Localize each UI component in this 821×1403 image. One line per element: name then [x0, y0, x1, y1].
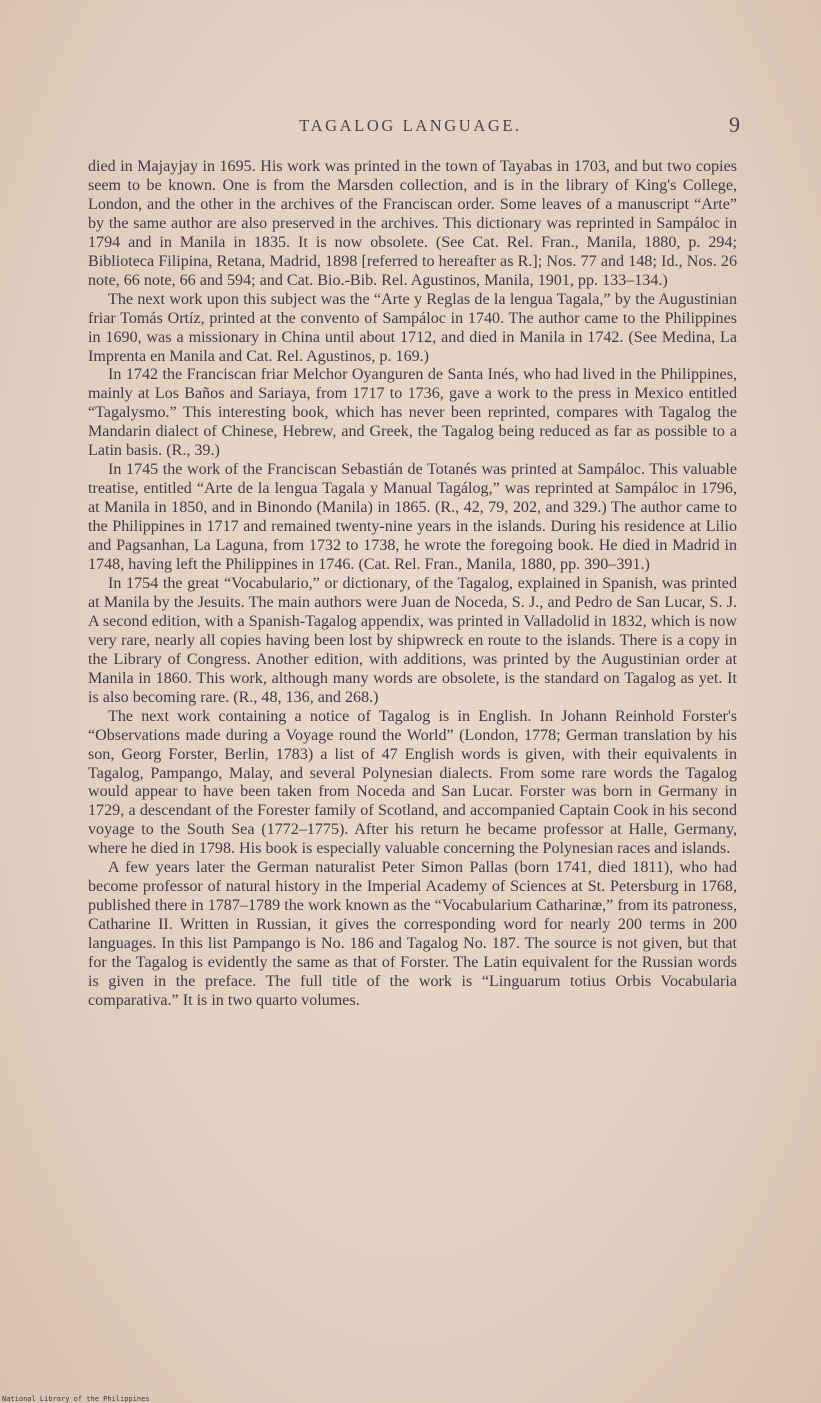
page-header [0, 112, 821, 142]
body-text [88, 158, 737, 1011]
paragraph-oyanguren: In 1742 the Franciscan friar Melchor Oyanguren de Santa Inés, who had lived in the Philippines, mainly at Los Baños and Sariaya, from 1717 to 1736, gave a work to the press in Mexico entitled “Tagalysmo.” This interesting book, which has never been reprinted, compares with Tagalog the Mandarin dialect of Chinese, Hebrew, and Greek, the Tagalog being reduced as far as possible to a Latin basis. (R., 39.) [88, 366, 737, 460]
footer-credit: National Library of the Philippines [2, 1395, 150, 1403]
paragraph-vocabulario: In 1754 the great “Vocabulario,” or dictionary, of the Tagalog, explained in Spanish, was printed at Manila by the Jesuits. The main authors were Juan de Noceda, S. J., and Pedro de San Lucar, S. J. A second edition, with a Spanish-Tagalog appendix, was printed in Valladolid in 1832, which is now very rare, nearly all copies having been lost by shipwreck en route to the islands. There is a copy in the Library of Congress. Another edition, with additions, was printed by the Augustinian order at Manila in 1860. This work, although many words are obsolete, is the standard on Tagalog as yet. It is also becoming rare. (R., 48, 136, and 268.) [88, 574, 737, 706]
page-number: 9 [729, 112, 740, 137]
paragraph-totanes: In 1745 the work of the Franciscan Sebastián de Totanés was printed at Sampáloc. This valuable treatise, entitled “Arte de la lengua Tagala y Manual Tagálog,” was reprinted at Sampáloc in 1796, at Manila in 1850, and in Binondo (Manila) in 1865. (R., 42, 79, 202, and 329.) The author came to the Philippines in 1717 and remained twenty-nine years in the islands. During his residence at Lilio and Pagsanhan, La Laguna, from 1732 to 1738, he wrote the foregoing book. He died in Madrid in 1748, having left the Philippines in 1746. (Cat. Rel. Fran., Manila, 1880, pp. 390–391.) [88, 461, 737, 574]
paragraph-majayjay: died in Majayjay in 1695. His work was printed in the town of Tayabas in 1703, and but two copies seem to be known. One is from the Marsden collection, and is in the library of King's College, London, and the other in the archives of the Franciscan order. Some leaves of a manuscript “Arte” by the same author are also preserved in the archives. This dictionary was reprinted in Sampáloc in 1794 and in Manila in 1835. It is now obsolete. (See Cat. Rel. Fran., Manila, 1880, p. 294; Biblioteca Filipina, Retana, Madrid, 1898 [referred to hereafter as R.]; Nos. 77 and 148; Id., Nos. 26 note, 66 note, 66 and 594; and Cat. Bio.-Bib. Rel. Agustinos, Manila, 1901, pp. 133–134.) [88, 158, 737, 289]
paragraph-ortiz: The next work upon this subject was the “Arte y Reglas de la lengua Tagala,” by the Augustinian friar Tomás Ortíz, printed at the convento of Sampáloc in 1740. The author came to the Philippines in 1690, was a missionary in China until about 1712, and died in Manila in 1742. (See Medina, La Imprenta en Manila and Cat. Rel. Agustinos, p. 169.) [88, 290, 737, 365]
paragraph-forster: The next work containing a notice of Tagalog is in English. In Johann Reinhold Forster's “Observations made during a Voyage round the World” (London, 1778; German translation by his son, Georg Forster, Berlin, 1783) a list of 47 English words is given, with their equivalents in Tagalog, Pampango, Malay, and several Polynesian dialects. From some rare words the Tagalog would appear to have been taken from Noceda and San Lucar. Forster was born in Germany in 1729, a descendant of the Forester family of Scotland, and accompanied Captain Cook in his second voyage to the South Sea (1772–1775). After his return he became professor at Halle, Germany, where he died in 1798. His book is especially valuable concerning the Polynesian races and islands. [88, 707, 737, 858]
paragraph-pallas: A few years later the German naturalist Peter Simon Pallas (born 1741, died 1811), who had become professor of natural history in the Imperial Academy of Sciences at St. Petersburg in 1768, published there in 1787–1789 the work known as the “Vocabularium Catharinæ,” from its patroness, Catharine II. Written in Russian, it gives the corresponding word for nearly 200 terms in 200 languages. In this list Pampango is No. 186 and Tagalog No. 187. The source is not given, but that for the Tagalog is evidently the same as that of Forster. The Latin equivalent for the Russian words is given in the preface. The full title of the work is “Linguarum totius Orbis Vocabularia comparativa.” It is in two quarto volumes. [88, 859, 737, 1009]
running-title: TAGALOG LANGUAGE. [299, 116, 522, 135]
